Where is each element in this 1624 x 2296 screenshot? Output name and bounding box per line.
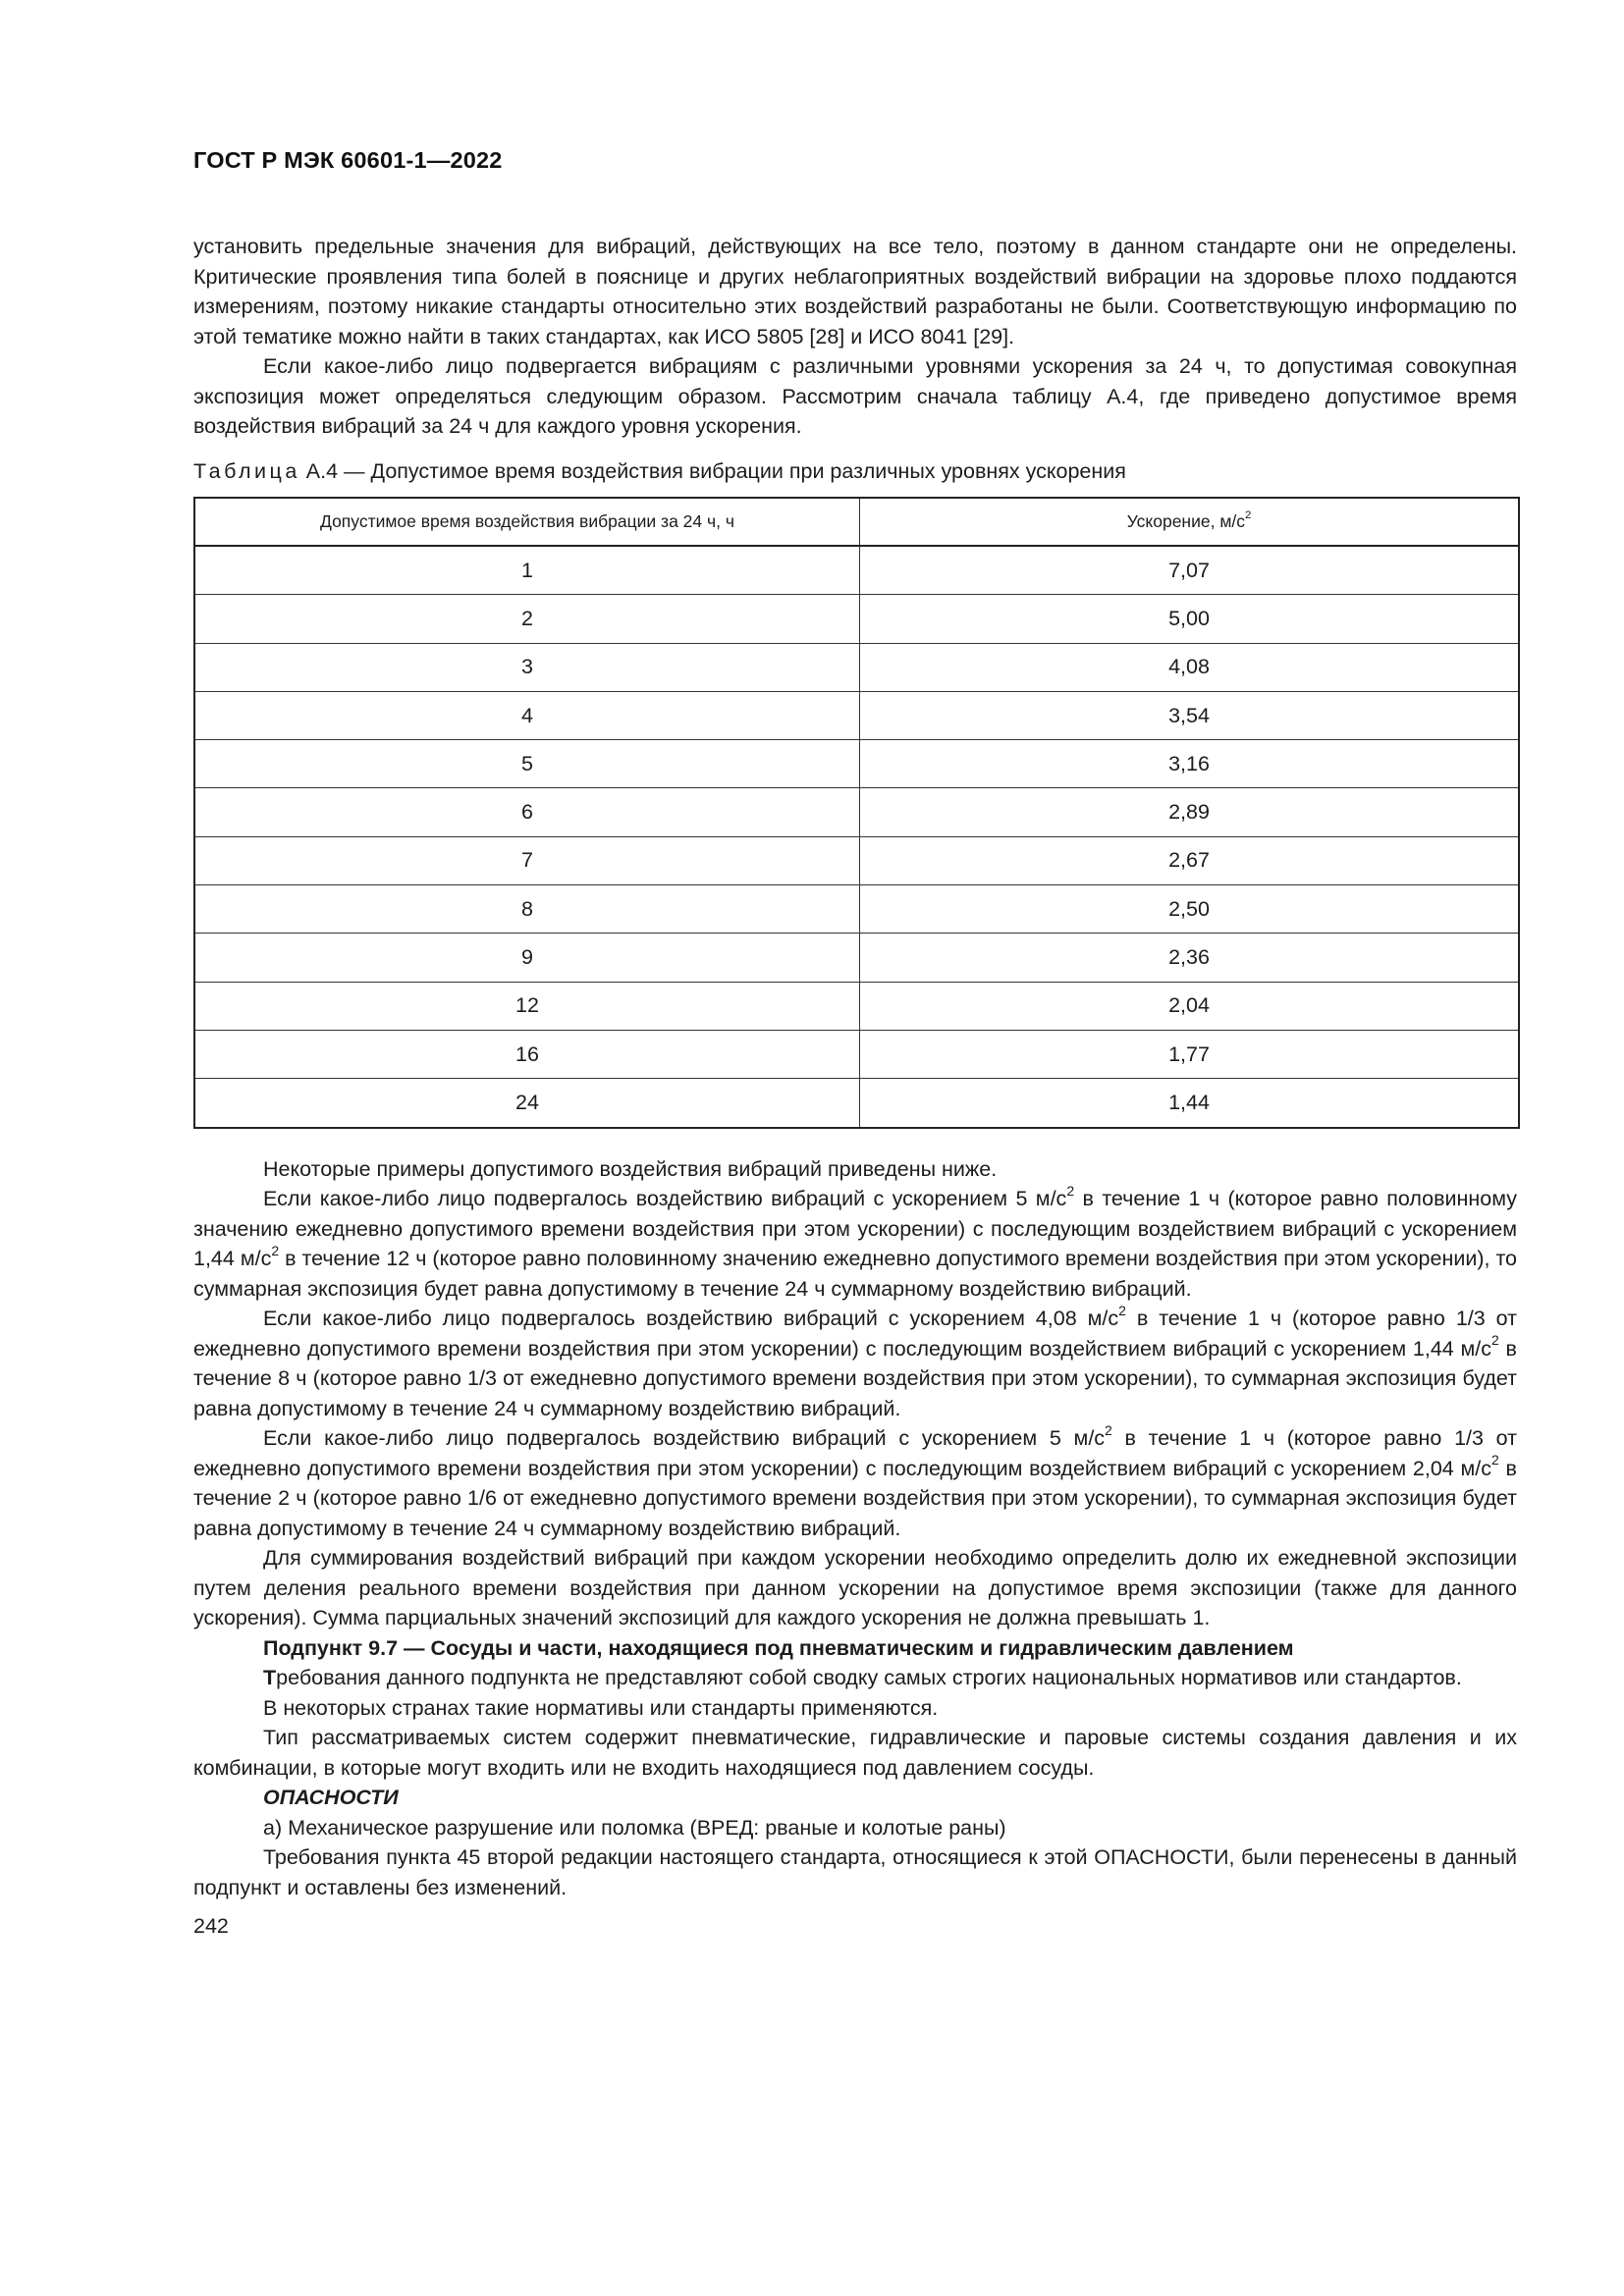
- page-number: 242: [193, 1914, 229, 1939]
- table-row: [194, 1079, 1519, 1128]
- summary-paragraph: Для суммирования воздействий вибраций при каждом ускорении необходимо определить долю их ежедневной экспозиции путем деления реального времени воздействия при данном ускорении на допустимое время экспозиции (также для данного ускорения). Сумма парциальных значений экспозиций для каждого ускорения не должна превышать 1.: [193, 1546, 1517, 1630]
- dropcap-letter: Т: [263, 1666, 277, 1690]
- hazard-item-a: a) Механическое разрушение или поломка (ВРЕД: рваные и колотые раны): [263, 1815, 1006, 1840]
- subclause-paragraph-1: [193, 1663, 1517, 1693]
- cell-acceleration: 3,54: [860, 691, 1520, 739]
- example-2-part-b: в течение 1 ч (которое равно 1/3 от ежедневно допустимого времени воздействия при этом ускорении) с последующим воздействием вибраций с ускорением 1,44 м/с: [193, 1307, 1517, 1361]
- unit-sup: 2: [1105, 1421, 1112, 1438]
- cell-exposure-time: 6: [194, 788, 860, 836]
- cell-acceleration: 1,44: [860, 1079, 1520, 1128]
- unit-sup: 2: [271, 1242, 280, 1258]
- cell-acceleration: 2,67: [860, 836, 1520, 884]
- example-1-part-c: в течение 12 ч (которое равно половинному значению ежедневно допустимого времени воздействия при этом ускорении), то суммарная экспозиция будет равна допустимому в течение 24 ч суммарному воздействию вибраций.: [193, 1247, 1518, 1301]
- cell-acceleration: 2,50: [860, 885, 1520, 934]
- example-3-part-a: Если какое-либо лицо подвергалось воздействию вибраций с ускорением 5 м/с: [263, 1426, 1106, 1451]
- table-caption: [193, 456, 1517, 487]
- table-row: [194, 788, 1519, 836]
- unit-sup: 2: [1491, 1452, 1499, 1468]
- example-3-part-b: в течение 1 ч (которое равно 1/3 от ежедневно допустимого времени воздействия при этом ускорении) с последующим воздействием вибраций с ускорением 2,04 м/с: [193, 1426, 1517, 1480]
- table-row: [194, 691, 1519, 739]
- subclause-paragraph-4: Требования пункта 45 второй редакции настоящего стандарта, относящиеся к этой ОПАСНОСТИ, были перенесены в данный подпункт и оставлены без изменений.: [193, 1845, 1517, 1899]
- table-row: [194, 934, 1519, 982]
- document-header: ГОСТ Р МЭК 60601-1—2022: [193, 147, 503, 173]
- example-1: [193, 1184, 1517, 1304]
- subclause-paragraph-3: Тип рассматриваемых систем содержит пневматические, гидравлические и паровые системы создания давления и их комбинации, в которые могут входить или не входить находящиеся под давлением сосуды.: [193, 1726, 1517, 1780]
- table-caption-text: А.4 — Допустимое время воздействия вибрации при различных уровнях ускорения: [305, 458, 1126, 483]
- example-3-part-c: в течение 2 ч (которое равно 1/6 от ежедневно допустимого времени воздействия при этом ускорении), то суммарная экспозиция будет равна допустимому в течение 24 ч суммарному воздействию вибраций.: [193, 1456, 1517, 1540]
- example-1-part-b: в течение 1 ч (которое равно половинному значению ежедневно допустимого времени воздействия при этом ускорении) с последующим воздействием вибраций с ускорением 1,44 м/с: [193, 1187, 1517, 1271]
- paragraph-cumulative-exposure: Если какое-либо лицо подвергается вибрациям с различными уровнями ускорения за 24 ч, то допустимая совокупная экспозиция может определяться следующим образом. Рассмотрим сначала таблицу А.4, где приведено допустимое время воздействия вибраций за 24 ч для каждого уровня ускорения.: [193, 354, 1517, 438]
- cell-acceleration: 2,04: [860, 982, 1520, 1030]
- cell-exposure-time: 12: [194, 982, 860, 1030]
- cell-acceleration: 7,07: [860, 546, 1520, 595]
- cell-exposure-time: 2: [194, 595, 860, 643]
- cell-exposure-time: 5: [194, 740, 860, 788]
- table-row: [194, 836, 1519, 884]
- table-row: [194, 595, 1519, 643]
- table-row: [194, 1030, 1519, 1078]
- examples-intro: Некоторые примеры допустимого воздействия вибраций приведены ниже.: [263, 1156, 998, 1181]
- cell-exposure-time: 1: [194, 546, 860, 595]
- header-acceleration-label: Ускорение, м/с: [1126, 511, 1245, 531]
- cell-exposure-time: 9: [194, 934, 860, 982]
- cell-exposure-time: 24: [194, 1079, 860, 1128]
- example-2-part-c: в течение 8 ч (которое равно 1/3 от ежедневно допустимого времени воздействия при этом ускорении), то суммарная экспозиция будет равна допустимому в течение 24 ч суммарному воздействию вибраций.: [193, 1336, 1517, 1420]
- cell-exposure-time: 16: [194, 1030, 860, 1078]
- unit-sup: 2: [1491, 1332, 1499, 1349]
- cell-acceleration: 3,16: [860, 740, 1520, 788]
- table-row: [194, 740, 1519, 788]
- hazards-heading: ОПАСНОСТИ: [263, 1786, 399, 1810]
- cell-exposure-time: 8: [194, 885, 860, 934]
- cell-exposure-time: 4: [194, 691, 860, 739]
- cell-exposure-time: 7: [194, 836, 860, 884]
- examples-section: [193, 1154, 1517, 1940]
- table-row: [194, 982, 1519, 1030]
- unit-sup: 2: [1118, 1302, 1126, 1318]
- cell-acceleration: 5,00: [860, 595, 1520, 643]
- table-caption-label: Таблица: [193, 458, 300, 483]
- header-exposure-time: Допустимое время воздействия вибрации за 24 ч, ч: [194, 498, 860, 546]
- subclause-paragraph-2: В некоторых странах такие нормативы или стандарты применяются.: [263, 1695, 939, 1720]
- cell-acceleration: 2,89: [860, 788, 1520, 836]
- paragraph-continuation: установить предельные значения для вибраций, действующих на все тело, поэтому в данном стандарте они не определены. Критические проявления типа болей в пояснице и других неблагоприятных воздействий вибрации на здоровье плохо поддаются измерениям, поэтому никакие стандарты относительно этих воздействий разработаны не были. Соответствующую информацию по этой тематике можно найти в таких стандартах, как ИСО 5805 [28] и ИСО 8041 [29].: [193, 235, 1517, 348]
- table-body: [194, 546, 1519, 1128]
- table-row: [194, 885, 1519, 934]
- unit-sup: 2: [1066, 1182, 1075, 1199]
- table-row: [194, 643, 1519, 691]
- example-2: [193, 1304, 1517, 1423]
- example-1-part-a: Если какое-либо лицо подвергалось воздействию вибраций с ускорением 5 м/с: [263, 1187, 1067, 1211]
- table-header-row: [194, 498, 1519, 546]
- example-3: [193, 1423, 1517, 1543]
- cell-acceleration: 1,77: [860, 1030, 1520, 1078]
- header-acceleration-sup: 2: [1244, 509, 1252, 522]
- cell-exposure-time: 3: [194, 643, 860, 691]
- subclause-paragraph-1-text: ребования данного подпункта не представляют собой сводку самых строгих национальных нормативов или стандартов.: [276, 1666, 1462, 1690]
- example-2-part-a: Если какое-либо лицо подвергалось воздействию вибраций с ускорением 4,08 м/с: [263, 1307, 1119, 1331]
- document-page: [193, 147, 1517, 1939]
- cell-acceleration: 4,08: [860, 643, 1520, 691]
- vibration-table: [193, 497, 1520, 1129]
- table-row: [194, 546, 1519, 595]
- subclause-heading: Подпункт 9.7 — Сосуды и части, находящиеся под пневматическим и гидравлическим давлением: [263, 1635, 1294, 1660]
- cell-acceleration: 2,36: [860, 934, 1520, 982]
- header-acceleration: [860, 498, 1520, 546]
